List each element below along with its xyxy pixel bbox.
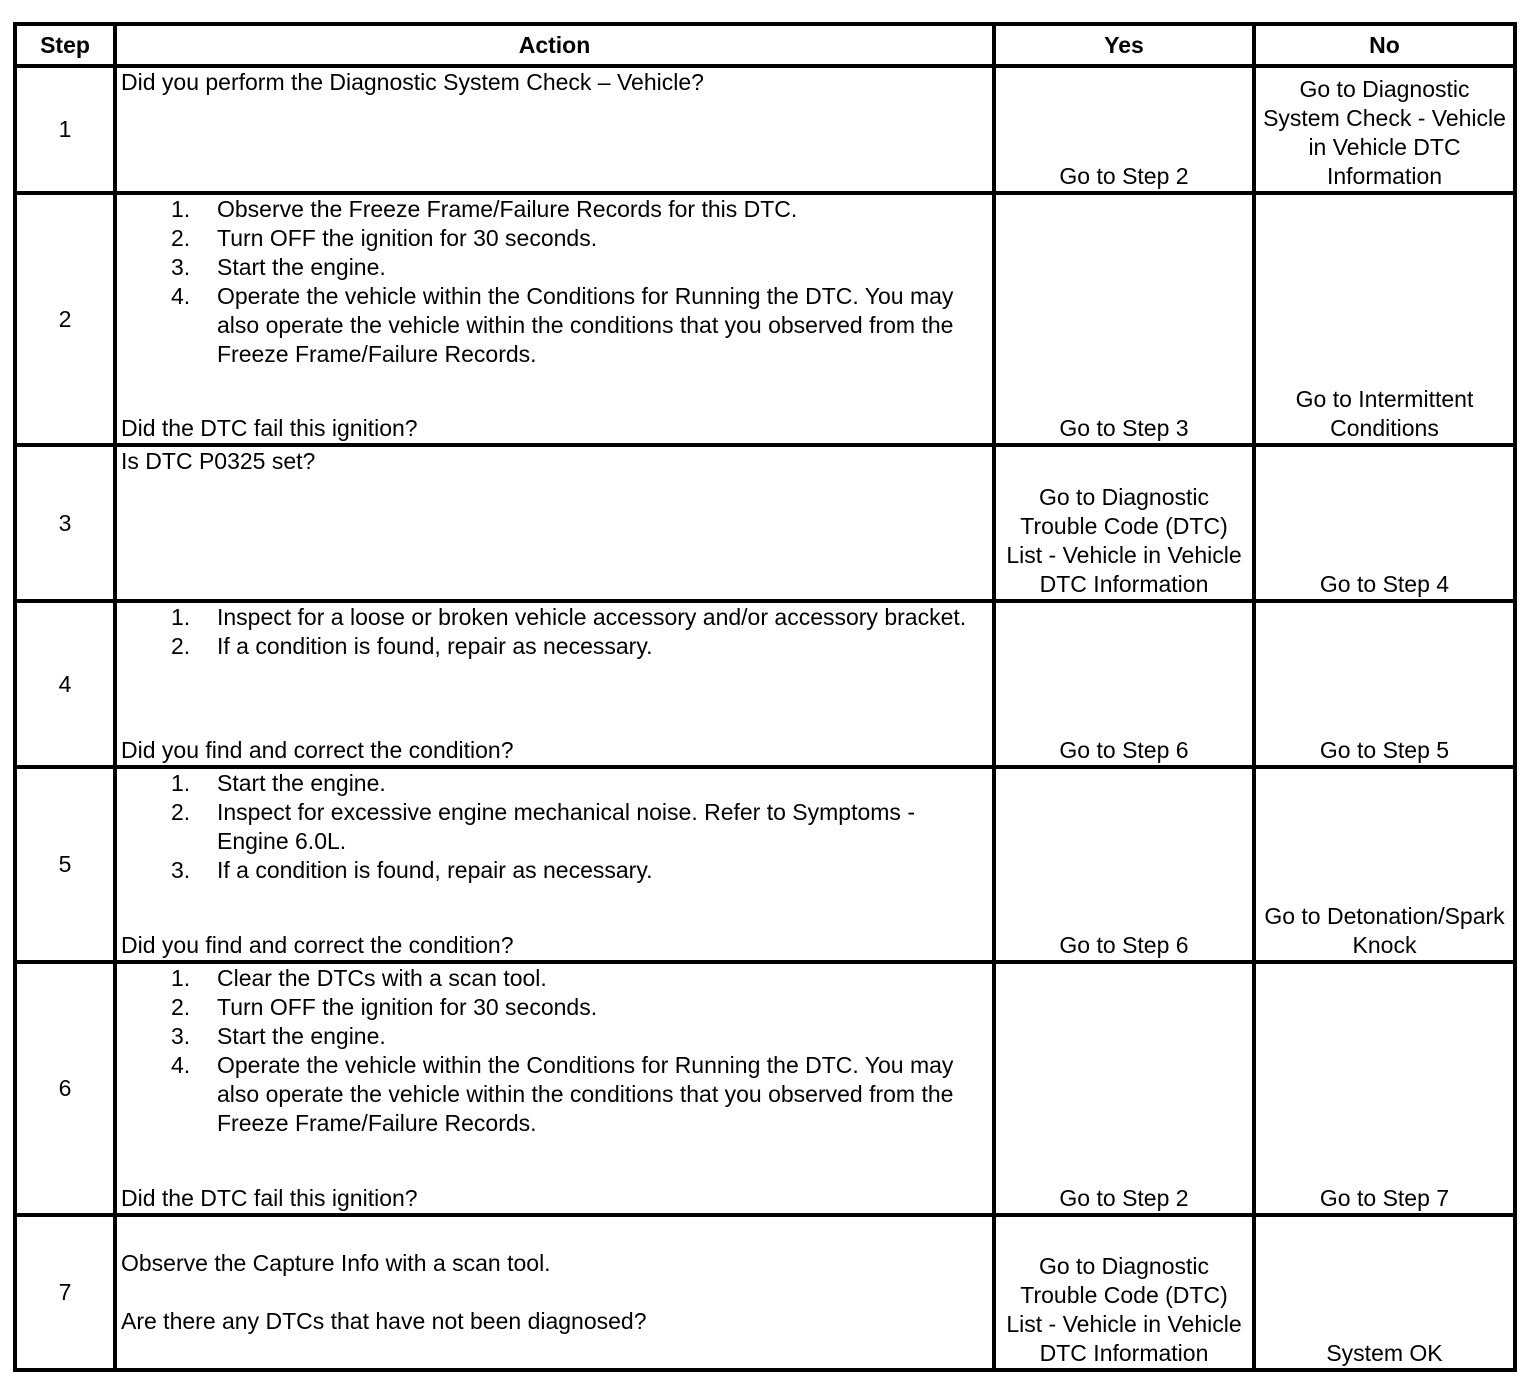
header-row [15, 24, 1515, 66]
action-question: Did you find and correct the condition? [121, 932, 514, 958]
step-number: 2 [15, 193, 115, 445]
table-row [15, 962, 1515, 1215]
action-question: Is DTC P0325 set? [121, 448, 316, 474]
table-row [15, 193, 1515, 445]
action-question: Did you perform the Diagnostic System Check – Vehicle? [121, 69, 704, 95]
list-item: 2. Turn OFF the ignition for 30 seconds. [171, 225, 598, 251]
action-cell [115, 601, 994, 767]
action-question: Did you find and correct the condition? [121, 737, 514, 763]
table-row [15, 767, 1515, 962]
step-number: 4 [15, 601, 115, 767]
table-row [15, 1215, 1515, 1370]
list-item: 1. Observe the Freeze Frame/Failure Records for this DTC. [171, 196, 798, 222]
action-cell [115, 66, 994, 193]
action-question: Did the DTC fail this ignition? [121, 1185, 418, 1211]
yes-result: Go to Step 6 [994, 767, 1254, 962]
diagnostic-table [13, 22, 1517, 1372]
list-item: 3. Start the engine. [171, 254, 386, 280]
header-yes: Yes [994, 24, 1254, 66]
action-cell [115, 445, 994, 601]
step-number: 5 [15, 767, 115, 962]
action-list [121, 964, 988, 1138]
list-item: 1. Clear the DTCs with a scan tool. [171, 965, 547, 991]
yes-result: Go to Step 6 [994, 601, 1254, 767]
header-action: Action [115, 24, 994, 66]
header-step: Step [15, 24, 115, 66]
no-result: System OK [1254, 1215, 1515, 1370]
yes-result: Go to Diagnostic Trouble Code (DTC) List - Vehicle in Vehicle DTC Information [994, 1215, 1254, 1370]
list-item: 1. Inspect for a loose or broken vehicle accessory and/or accessory bracket. [171, 604, 967, 630]
yes-result: Go to Step 2 [994, 962, 1254, 1215]
no-result: Go to Step 7 [1254, 962, 1515, 1215]
header-no: No [1254, 24, 1515, 66]
table-row [15, 66, 1515, 193]
action-question: Are there any DTCs that have not been diagnosed? [121, 1308, 647, 1334]
yes-result: Go to Diagnostic Trouble Code (DTC) List - Vehicle in Vehicle DTC Information [994, 445, 1254, 601]
step-number: 7 [15, 1215, 115, 1370]
list-item: 4. Operate the vehicle within the Conditions for Running the DTC. You may also operate the vehicle within the conditions that you observed from the Freeze Frame/Failure Records. [171, 1052, 954, 1136]
action-list [121, 769, 988, 885]
list-item: 2. Inspect for excessive engine mechanical noise. Refer to Symptoms - Engine 6.0L. [171, 799, 915, 854]
action-cell [115, 962, 994, 1215]
list-item: 1. Start the engine. [171, 770, 386, 796]
yes-result: Go to Step 2 [994, 66, 1254, 193]
list-item: 2. Turn OFF the ignition for 30 seconds. [171, 994, 598, 1020]
action-list [121, 195, 988, 369]
step-number: 6 [15, 962, 115, 1215]
step-number: 3 [15, 445, 115, 601]
step-number: 1 [15, 66, 115, 193]
action-instruction: Observe the Capture Info with a scan tool. [121, 1250, 551, 1276]
yes-result: Go to Step 3 [994, 193, 1254, 445]
list-item: 2. If a condition is found, repair as necessary. [171, 633, 653, 659]
no-result: Go to Diagnostic System Check - Vehicle in Vehicle DTC Information [1254, 66, 1515, 193]
no-result: Go to Step 4 [1254, 445, 1515, 601]
action-cell [115, 193, 994, 445]
no-result: Go to Detonation/Spark Knock [1254, 767, 1515, 962]
table-row [15, 601, 1515, 767]
list-item: 3. If a condition is found, repair as necessary. [171, 857, 653, 883]
no-result: Go to Intermittent Conditions [1254, 193, 1515, 445]
action-question: Did the DTC fail this ignition? [121, 415, 418, 441]
list-item: 4. Operate the vehicle within the Conditions for Running the DTC. You may also operate the vehicle within the conditions that you observed from the Freeze Frame/Failure Records. [171, 283, 954, 367]
action-list [121, 603, 988, 661]
list-item: 3. Start the engine. [171, 1023, 386, 1049]
action-cell [115, 767, 994, 962]
no-result: Go to Step 5 [1254, 601, 1515, 767]
table-row [15, 445, 1515, 601]
action-cell [115, 1215, 994, 1370]
